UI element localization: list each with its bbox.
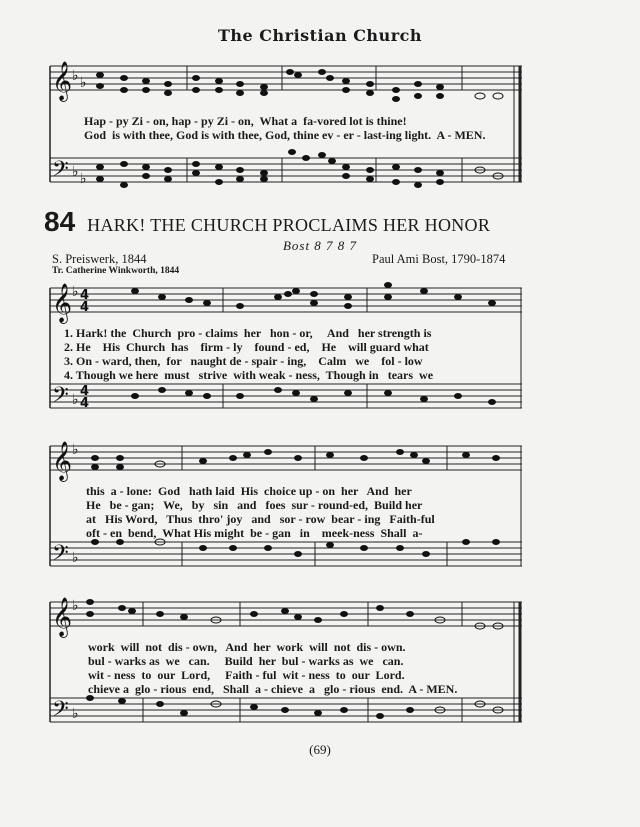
svg-text:♭: ♭ xyxy=(72,392,79,408)
sys2-verse-2: He be - gan; We, by sin and foes sur - round-ed, Build her xyxy=(86,498,423,512)
composer-credit: Paul Ami Bost, 1790-1874 xyxy=(372,252,506,266)
svg-text:♭: ♭ xyxy=(72,164,79,180)
page-number: (69) xyxy=(309,742,331,757)
top-lyric-line-2: God is with thee, God is with thee, God, thine ev - er - last-ing light. A - MEN. xyxy=(84,128,486,142)
treble-clef-icon: 𝄞 xyxy=(52,597,73,637)
svg-text:♭: ♭ xyxy=(80,75,87,91)
tune-name: Bost 8 7 8 7 xyxy=(282,238,358,253)
treble-clef-icon: 𝄞 xyxy=(52,441,73,481)
sys3-verse-3: wit - ness to our Lord, Faith - ful wit - ness to our Lord. xyxy=(88,668,405,682)
svg-text:♭: ♭ xyxy=(72,442,79,458)
svg-text:4: 4 xyxy=(80,288,90,303)
svg-text:♭: ♭ xyxy=(80,171,87,187)
svg-text:♭: ♭ xyxy=(72,598,79,614)
bass-clef-icon: 𝄢 xyxy=(52,157,69,187)
hymn-number: 84 xyxy=(44,206,76,237)
bass-staff-1 xyxy=(50,384,522,408)
sys2-verse-1: this a - lone: God hath laid His choice up - on her And her xyxy=(86,484,412,498)
sys3-verse-1: work will not dis - own, And her work will not dis - own. xyxy=(88,640,406,654)
svg-text:4: 4 xyxy=(80,300,90,315)
bass-clef-icon: 𝄢 xyxy=(52,697,69,727)
svg-text:4: 4 xyxy=(80,396,90,411)
author-credit: S. Preiswerk, 1844 xyxy=(52,252,147,266)
svg-text:♭: ♭ xyxy=(72,284,79,300)
treble-clef-icon: 𝄞 xyxy=(52,61,73,101)
svg-text:4: 4 xyxy=(80,384,90,399)
sys1-verse-4: 4. Though we here must strive with weak - ness, Though in tears we xyxy=(64,368,434,382)
treble-clef-icon: 𝄞 xyxy=(52,283,73,323)
sys1-verse-2: 2. He His Church has firm - ly found - ed, He will guard what xyxy=(64,340,429,354)
svg-text:♭: ♭ xyxy=(72,550,79,566)
bass-clef-icon: 𝄢 xyxy=(52,541,69,571)
bass-clef-icon: 𝄢 xyxy=(52,383,69,413)
sys2-verse-3: at His Word, Thus thro' joy and sor - row bear - ing Faith-ful xyxy=(86,512,435,526)
page-header: The Christian Church xyxy=(217,26,422,45)
translator-credit: Tr. Catherine Winkworth, 1844 xyxy=(52,266,180,276)
svg-text:♭: ♭ xyxy=(72,706,79,722)
bass-staff-top xyxy=(50,158,522,182)
hymn-title-row xyxy=(44,206,604,238)
bass-staff-2 xyxy=(50,542,522,566)
sys1-verse-3: 3. On - ward, then, for naught de - spair - ing, Calm we fol - low xyxy=(64,354,423,368)
svg-text:♭: ♭ xyxy=(72,68,79,84)
sys2-verse-4: oft - en bend, What His might be - gan in meek-ness Shall a- xyxy=(86,526,423,540)
top-lyric-line-1: Hap - py Zi - on, hap - py Zi - on, What a fa-vored lot is thine! xyxy=(84,114,407,128)
hymn-title: HARK! THE CHURCH PROCLAIMS HER HONOR xyxy=(87,215,491,235)
notes-top-treble xyxy=(96,69,503,102)
sys1-verse-1: 1. Hark! the Church pro - claims her hon - or, And her strength is xyxy=(64,326,432,340)
sys3-verse-4: chieve a glo - rious end, Shall a - chieve a glo - rious end. A - MEN. xyxy=(88,682,458,696)
sys3-verse-2: bul - warks as we can. Build her bul - warks as we can. xyxy=(88,654,404,668)
